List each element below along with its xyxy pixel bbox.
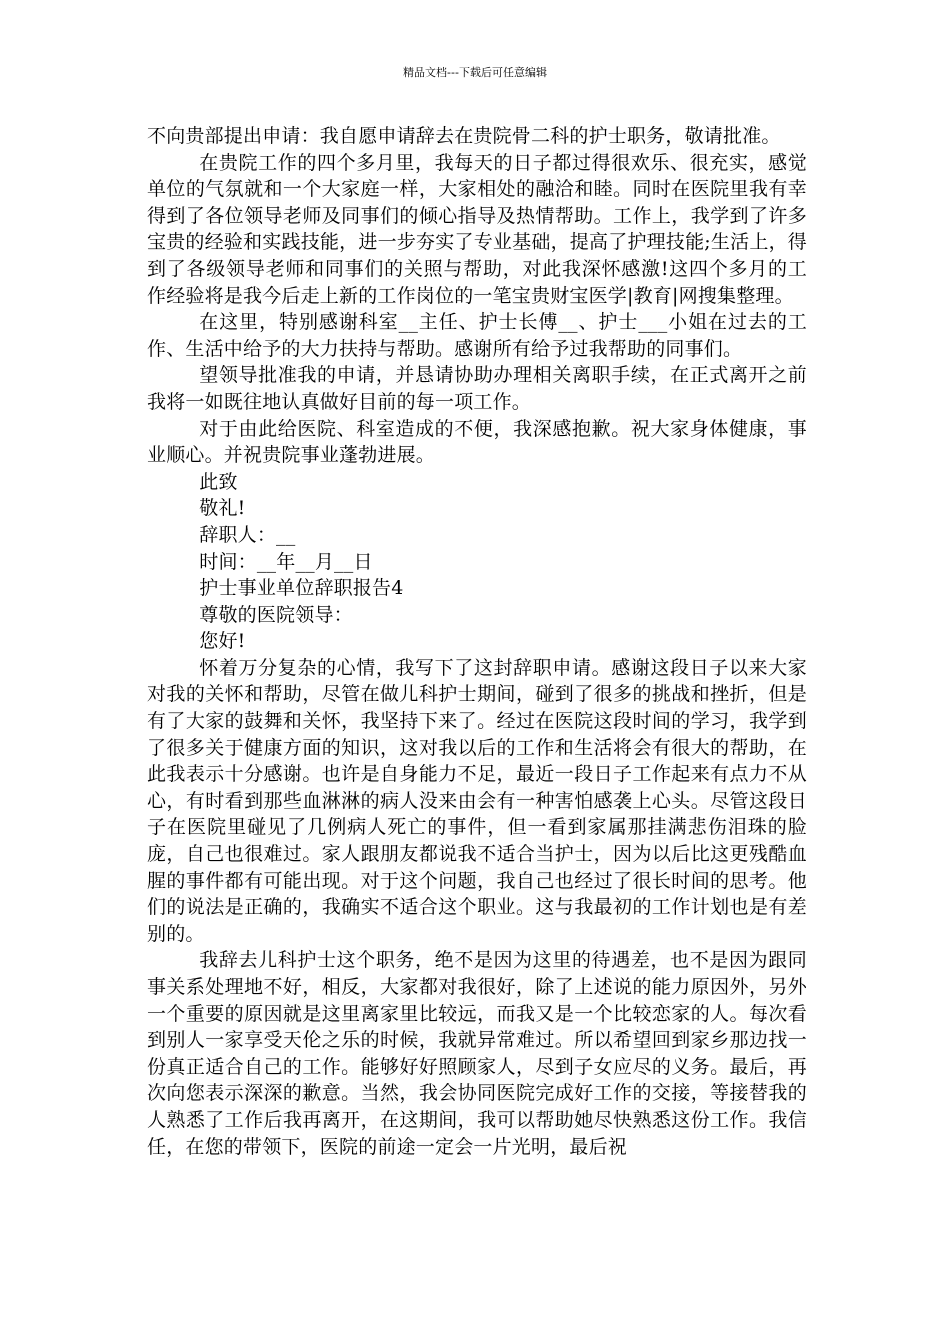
paragraph-apology: 对于由此给医院、科室造成的不便，我深感抱歉。祝大家身体健康，事业顺心。并祝贵院事业蓬勃进展。 [147,417,807,467]
closing-line: 此致 [199,470,238,493]
section-title: 护士事业单位辞职报告4 [199,577,404,600]
paragraph-experience: 在贵院工作的四个多月里，我每天的日子都过得很欢乐、很充实，感觉单位的气氛就和一个大家庭一样，大家相处的融洽和睦。同时在医院里我有幸得到了各位领导老师及同事们的倾心指导及热情帮助。工作上，我学到了许多宝贵的经验和实践技能，进一步夯实了专业基础，提高了护理技能;生活上，得到了各级领导老师和同事们的关照与帮助，对此我深怀感激!这四个多月的工作经验将是我今后走上新的工作岗位的一笔宝贵财宝医学|教育|网搜集整理。 [147,151,807,307]
paragraph-request: 不向贵部提出申请：我自愿申请辞去在贵院骨二科的护士职务，敬请批准。 [147,125,781,147]
salutation: 尊敬的医院领导： [199,603,353,626]
paragraph-reasons: 我辞去儿科护士这个职务，绝不是因为这里的待遇差，也不是因为跟同事关系处理地不好，相反，大家都对我很好，除了上述说的能力原因外，另外一个重要的原因就是这里离家里比较远，而我又是一个比较恋家的人。每次看到别人一家享受天伦之乐的时候，我就异常难过。所以希望回到家乡那边找一份真正适合自己的工作。能够好好照顾家人，尽到子女应尽的义务。最后，再次向您表示深深的歉意。当然，我会协同医院完成好工作的交接，等接替我的人熟悉了工作后我再离开，在这期间，我可以帮助她尽快熟悉这份工作。我信任，在您的带领下，医院的前途一定会一片光明，最后祝 [147,949,807,1158]
document-body [147,123,807,1160]
paragraph-thanks: 在这里，特别感谢科室__主任、护士长傅__、护士___小姐在过去的工作、生活中给予的大力扶持与帮助。感谢所有给予过我帮助的同事们。 [147,311,807,360]
date-line: 时间：__年__月__日 [199,550,373,573]
greeting: 您好! [199,630,246,653]
page-header: 精品文档---下载后可任意编辑 [403,66,547,79]
resigner-line: 辞职人：__ [199,523,296,546]
paragraph-approval: 望领导批准我的申请，并恳请协助办理相关离职手续，在正式离开之前我将一如既往地认真做好目前的每一项工作。 [147,364,807,413]
salute-line: 敬礼! [199,497,246,520]
paragraph-feelings: 怀着万分复杂的心情，我写下了这封辞职申请。感谢这段日子以来大家对我的关怀和帮助，尽管在做儿科护士期间，碰到了很多的挑战和挫折，但是有了大家的鼓舞和关怀，我坚持下来了。经过在医院这段时间的学习，我学到了很多关于健康方面的知识，这对我以后的工作和生活将会有很大的帮助，在此我表示十分感谢。也许是自身能力不足，最近一段日子工作起来有点力不从心，有时看到那些血淋淋的病人没来由会有一种害怕感袭上心头。尽管这段日子在医院里碰见了几例病人死亡的事件，但一看到家属那挂满悲伤泪珠的脸庞，自己也很难过。家人跟朋友都说我不适合当护士，因为以后比这更残酷血腥的事件都有可能出现。对于这个问题，我自己也经过了很长时间的思考。他们的说法是正确的，我确实不适合这个职业。这与我最初的工作计划也是有差别的。 [147,656,807,945]
